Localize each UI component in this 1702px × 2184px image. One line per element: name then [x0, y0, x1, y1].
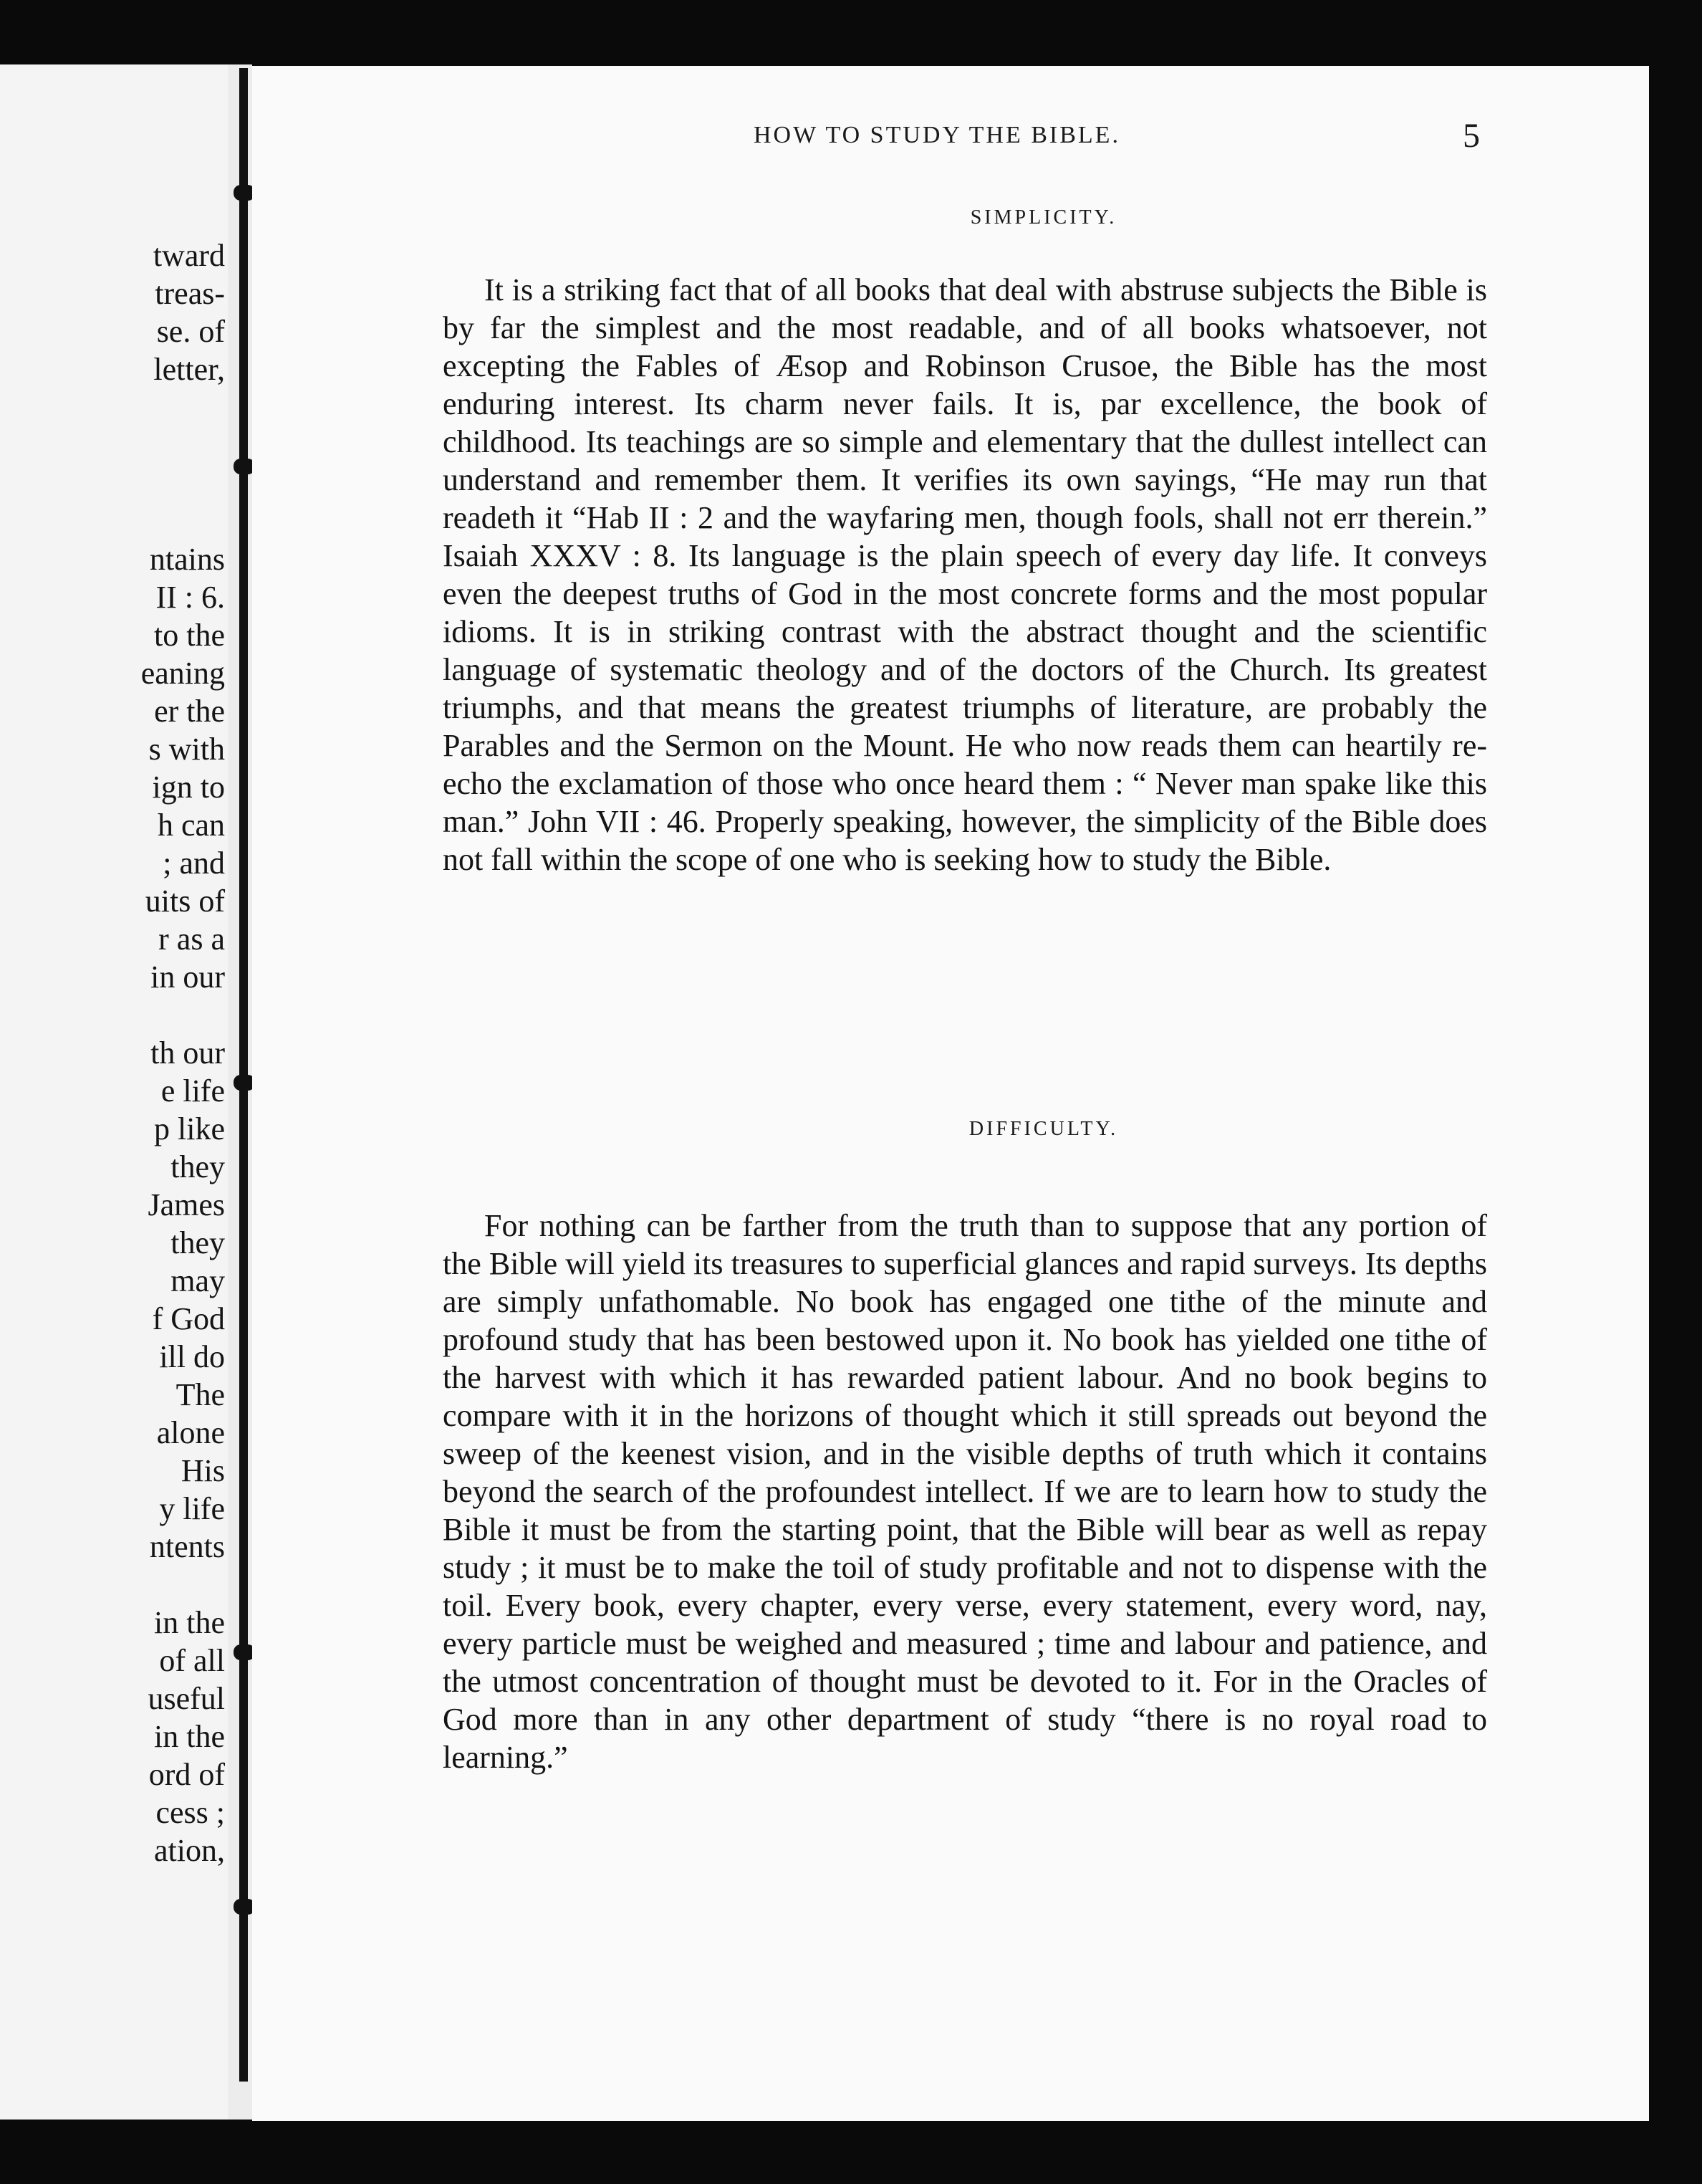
paragraph-simplicity: It is a striking fact that of all books that deal with abstruse subjects the Bible is by far the simplest and the most readable, and of all books whatsoever, not excepting the Fables of Æsop and Robinson Crusoe, the Bible has the most enduring interest. Its charm never fails. It is, par excellence, the book of childhood. Its teachings are so simple and elementary that the dullest intellect can understand and remember them. It verifies its own sayings, “He may run that readeth it “Hab II : 2 and the wayfaring men, though fools, shall not err therein.” Isaiah XXXV : 8. Its language is the plain speech of every day life. It conveys even the deepest truths of God in the most concrete forms and the most popular idioms. It is in striking contrast with the abstract thought and the scientific language of systematic theology and of the doctors of the Church. Its greatest triumphs, and that means the greatest triumphs of literature, are probably the Parables and the Sermon on the Mount. He who now reads them can heartily re-echo the exclamation of those who once heard them : “ Never man spake like this man.” John VII : 46. Properly speaking, however, the simplicity of the Bible does not fall within the scope of one who is seeking how to study the Bible.: [443, 272, 1487, 877]
left-page-line: r as a: [158, 921, 225, 957]
left-page-line: cess ;: [155, 1795, 225, 1830]
left-page-line: ; and: [163, 846, 225, 881]
left-page-line: ation,: [154, 1833, 225, 1868]
left-page-line: [10, 426, 225, 464]
left-page-line: h can: [157, 808, 225, 843]
left-page-line: in the: [154, 1719, 225, 1754]
left-page-line: ill do: [159, 1339, 225, 1374]
left-page-line: uits of: [145, 883, 225, 919]
left-page-line: [10, 996, 225, 1034]
running-head: [252, 117, 1649, 165]
left-page-line: The: [176, 1377, 225, 1412]
left-page-line: treas-: [155, 276, 225, 311]
left-page-line: e life: [160, 1073, 225, 1108]
left-page-line: s with: [148, 732, 225, 767]
left-page-line: they: [170, 1149, 225, 1184]
left-page-line: they: [170, 1225, 225, 1260]
left-page-line: ign to: [152, 770, 225, 805]
left-page-line: useful: [148, 1681, 225, 1716]
left-page-line: ord of: [148, 1757, 225, 1792]
main-page: [252, 66, 1649, 2121]
left-page-line: His: [181, 1453, 225, 1488]
left-page-text: [10, 236, 225, 1869]
left-page-line: in the: [154, 1605, 225, 1640]
left-page-line: [10, 502, 225, 540]
left-page-line: er the: [154, 694, 225, 729]
page-number: 5: [1463, 117, 1480, 155]
section-heading-difficulty: DIFFICULTY.: [968, 1118, 1119, 1140]
section-heading-simplicity: SIMPLICITY.: [970, 206, 1117, 229]
paragraph-difficulty: For nothing can be farther from the truth than to suppose that any portion of the Bible will yield its treasures to superficial glances and rapid surveys. Its depths are simply unfathomable. No book has engaged one tithe of the minute and profound study that has been bestowed upon it. No book has yielded one tithe of the harvest with which it has rewarded patient labour. And no book begins to compare with it in the horizons of thought which it still spreads out beyond the sweep of the keenest vision, and in the visible depths of truth which it contains beyond the search of the profoundest intellect. If we are to learn how to study the Bible it must be from the starting point, that the Bible will bear as well as repay study ; it must be to make the toil of study profitable and not to dispense with the toil. Every book, every chapter, every verse, every statement, every word, nay, every particle must be weighed and measured ; time and labour and patience, and the utmost concentration of thought must be devoted to it. For in the Oracles of God more than in any other department of study “there is no royal road to learning.”: [443, 1208, 1487, 1775]
left-page-line: [10, 388, 225, 426]
left-page-line: II : 6.: [155, 580, 225, 615]
left-page-fragment: [0, 64, 228, 2120]
left-page-line: may: [170, 1263, 225, 1298]
left-page-line: eaning: [140, 656, 225, 691]
left-page-line: alone: [156, 1415, 225, 1450]
left-page-line: tward: [153, 238, 225, 273]
left-page-line: [10, 464, 225, 502]
left-page-line: se. of: [156, 314, 225, 349]
left-page-line: to the: [154, 618, 225, 653]
left-page-line: f God: [152, 1301, 225, 1336]
left-page-line: ntents: [149, 1529, 225, 1564]
left-page-line: [10, 1566, 225, 1604]
left-page-line: p like: [154, 1111, 225, 1146]
left-page-line: letter,: [153, 352, 225, 387]
left-page-line: th our: [150, 1035, 225, 1071]
left-page-line: ntains: [149, 542, 225, 577]
left-page-line: y life: [159, 1491, 225, 1526]
left-page-line: James: [148, 1187, 225, 1222]
left-page-line: of all: [159, 1643, 225, 1678]
running-title: HOW TO STUDY THE BIBLE.: [754, 122, 1120, 148]
left-page-line: in our: [150, 959, 225, 995]
